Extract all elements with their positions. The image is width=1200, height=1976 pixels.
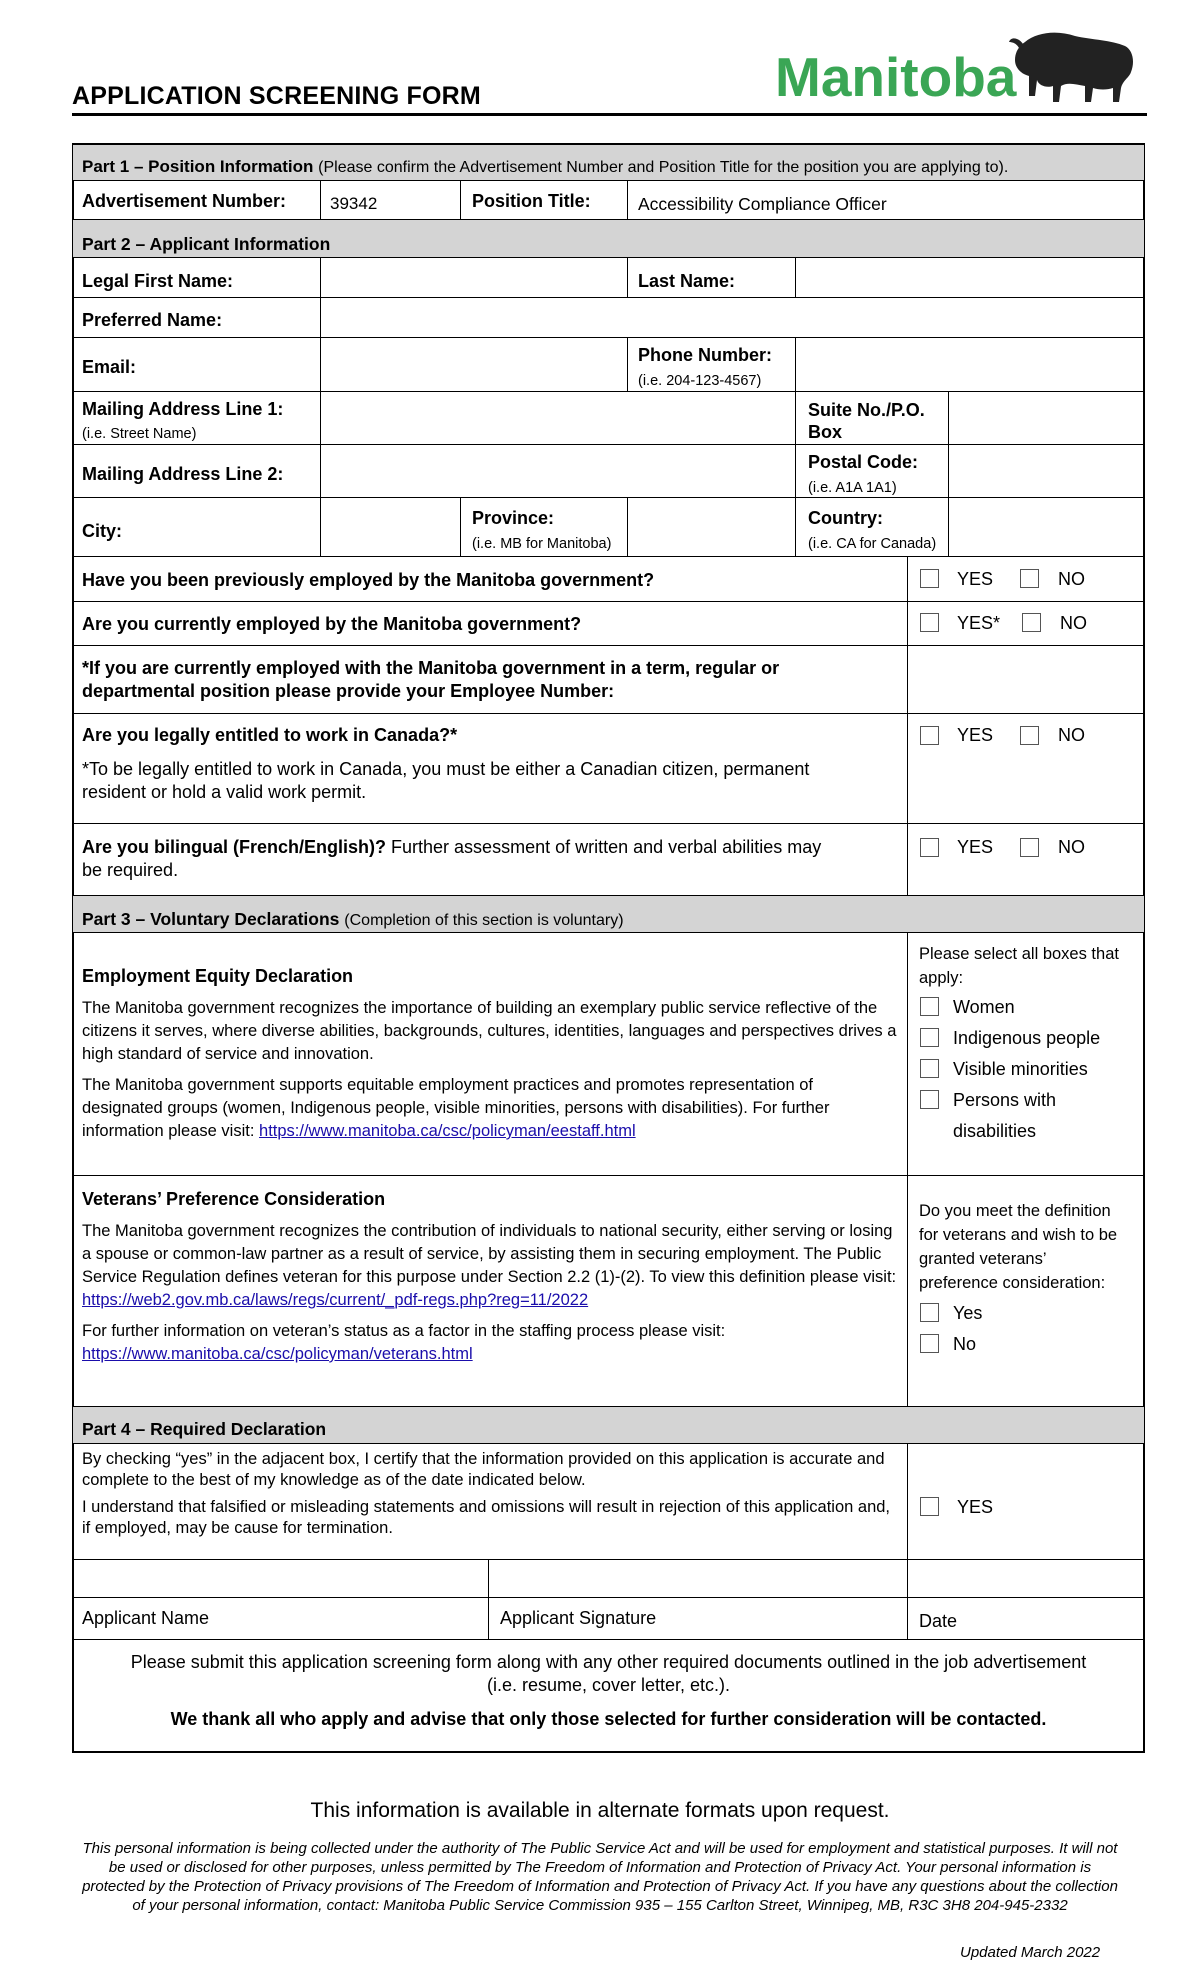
postal-field[interactable] [950, 446, 1143, 496]
vet-q-line3: granted veterans’ [919, 1250, 1047, 1268]
vet-para1 [82, 1220, 897, 1312]
vet-heading: Veterans’ Preference Consideration [82, 1189, 386, 1209]
prev-employed-yes-checkbox[interactable] [920, 569, 939, 588]
address1-label: Mailing Address Line 1: [82, 399, 284, 419]
vet-q-line1: Do you meet the definition [919, 1202, 1111, 1220]
address1-hint: (i.e. Street Name) [82, 426, 197, 442]
city-field[interactable] [322, 499, 459, 555]
q-prev-employed: Have you been previously employed by the Manitoba government? [82, 570, 655, 590]
current-employed-yes-label: YES* [957, 613, 1001, 633]
applicant-signature-label: Applicant Signature [500, 1608, 657, 1628]
postal-hint: (i.e. A1A 1A1) [808, 480, 897, 496]
address1-field[interactable] [322, 393, 794, 443]
vet-q-line4: preference consideration: [919, 1274, 1106, 1292]
vet-para2 [82, 1320, 897, 1366]
entitled-yes-checkbox[interactable] [920, 726, 939, 745]
bison-icon [1009, 33, 1133, 102]
date-label: Date [919, 1611, 958, 1631]
ee-visible-minorities-checkbox[interactable] [920, 1059, 939, 1078]
declaration-yes-checkbox[interactable] [920, 1497, 939, 1516]
suite-label-line1: Suite No./P.O. [808, 400, 925, 420]
last-name-label: Last Name: [638, 271, 736, 291]
vet-no-label: No [953, 1334, 977, 1354]
email-field[interactable] [322, 339, 626, 390]
q-bilingual: Are you bilingual (French/English)? [82, 837, 387, 857]
bilingual-yes-label: YES [957, 837, 994, 857]
entitled-yes-label: YES [957, 725, 994, 745]
legal-first-name-field[interactable] [322, 259, 626, 296]
applicant-signature-field[interactable] [490, 1561, 906, 1596]
q-current-employed: Are you currently employed by the Manitoba government? [82, 614, 582, 634]
applicant-name-label: Applicant Name [82, 1608, 210, 1628]
preferred-name-field[interactable] [322, 299, 1143, 336]
province-label: Province: [472, 508, 555, 528]
ee-select-line2: apply: [919, 969, 964, 987]
part4-para1: By checking “yes” in the adjacent box, I certify that the information provided on this application is accurate and complete to the best of my knowledge as of the date indicated below. [82, 1450, 885, 1489]
email-label: Email: [82, 357, 137, 377]
ee-para1: The Manitoba government recognizes the importance of building an exemplary public service reflective of the citizens it serves, where diverse abilities, backgrounds, cultures, identities, languages and perspectives drives a high standard of service and innovation. [82, 999, 897, 1063]
address2-label: Mailing Address Line 2: [82, 464, 284, 484]
ad-number-label: Advertisement Number: [82, 191, 287, 211]
city-label: City: [82, 521, 122, 541]
phone-label: Phone Number: [638, 345, 773, 365]
ee-para2-text: The Manitoba government supports equitable employment practices and promotes representation of designated groups (women, Indigenous people, visible minorities, persons with disabilities). For further information please visit: [82, 1076, 830, 1140]
last-name-field[interactable] [797, 259, 1143, 296]
ee-option-persons-with: Persons with [953, 1090, 1057, 1110]
part4-para2: I understand that falsified or misleading statements and omissions will result in rejection of this application and, if employed, may be cause for termination. [82, 1498, 891, 1537]
prev-employed-yes-label: YES [957, 569, 994, 589]
title-rule [72, 113, 1147, 116]
address2-field[interactable] [322, 446, 794, 496]
ee-women-checkbox[interactable] [920, 997, 939, 1016]
part3-heading-line [82, 908, 624, 932]
vet-para2-text: For further information on veteran’s status as a factor in the staffing process please visit: [82, 1322, 726, 1340]
ee-option-indigenous: Indigenous people [953, 1028, 1101, 1048]
suite-label-line2: Box [808, 422, 843, 442]
submit-thanks: We thank all who apply and advise that only those selected for further consideration will be contacted. [170, 1709, 1047, 1729]
ee-option-women: Women [953, 997, 1015, 1017]
vet-para1-text: The Manitoba government recognizes the contribution of individuals to national security, either serving or losing a spouse or common-law partner as a result of service, by assisting them in securing employment. The Public Service Regulation defines veteran for this purpose under Section 2.2 (1)-(2). To view this definition please visit: [82, 1222, 897, 1286]
q-bilingual-line1 [82, 836, 821, 858]
province-field[interactable] [629, 499, 794, 555]
current-employed-no-checkbox[interactable] [1022, 613, 1041, 632]
entitled-note-line1: *To be legally entitled to work in Canada, you must be either a Canadian citizen, permanent [82, 759, 810, 779]
vet-no-checkbox[interactable] [920, 1334, 939, 1353]
prev-employed-no-checkbox[interactable] [1020, 569, 1039, 588]
employee-number-line1: *If you are currently employed with the Manitoba government in a term, regular or [82, 658, 780, 678]
logo-text: Manitoba [775, 46, 1017, 108]
suite-field[interactable] [950, 393, 1143, 443]
part2-heading: Part 2 – Applicant Information [82, 234, 331, 254]
bilingual-no-checkbox[interactable] [1020, 838, 1039, 857]
ad-number-field[interactable]: 39342 [330, 194, 378, 213]
privacy-notice: This personal information is being collected under the authority of The Public Service Act and will be used for employment and statistical purposes. It will not be used or disclosed for other purposes, unless permitted by The Freedom of Information and Protection of Privacy Act. Your personal information is protected by the Protection of Privacy provisions of The Freedom of Information and Protection of Privacy Act. If you have any questions about the collection of your personal information, contact: Manitoba Public Service Commission 935 – 155 Carlton Street, Winnipeg, MB, R3C 3H8 204-945-2332 [82, 1840, 1118, 1914]
part3-heading: Part 3 – Voluntary Declarations [82, 909, 340, 929]
legal-first-name-label: Legal First Name: [82, 271, 234, 291]
employee-number-line2: departmental position please provide your Employee Number: [82, 681, 615, 701]
entitled-no-checkbox[interactable] [1020, 726, 1039, 745]
country-label: Country: [808, 508, 883, 528]
submit-line1: Please submit this application screening form along with any other required documents outlined in the job advertisement [130, 1652, 1087, 1672]
phone-hint: (i.e. 204-123-4567) [638, 373, 762, 389]
current-employed-yes-checkbox[interactable] [920, 613, 939, 632]
part1-note: (Please confirm the Advertisement Number and Position Title for the position you are applying to). [318, 159, 1009, 176]
preferred-name-label: Preferred Name: [82, 310, 223, 330]
entitled-no-label: NO [1058, 725, 1085, 745]
submit-line2: (i.e. resume, cover letter, etc.). [486, 1675, 731, 1695]
declaration-yes-label: YES [957, 1497, 994, 1517]
current-employed-no-label: NO [1060, 613, 1087, 633]
vet-q-line2: for veterans and wish to be [919, 1226, 1118, 1244]
position-title-label: Position Title: [472, 191, 591, 211]
prev-employed-no-label: NO [1058, 569, 1085, 589]
vet-link1[interactable]: https://web2.gov.mb.ca/laws/regs/current/_pdf-regs.php?reg=11/2022 [82, 1291, 589, 1309]
entitled-note-line2: resident or hold a valid work permit. [82, 782, 367, 802]
part3-note: (Completion of this section is voluntary) [344, 912, 624, 929]
country-hint: (i.e. CA for Canada) [808, 536, 937, 552]
ee-indigenous-checkbox[interactable] [920, 1028, 939, 1047]
updated-date: Updated March 2022 [960, 1944, 1101, 1961]
ee-option-visible-minorities: Visible minorities [953, 1059, 1088, 1079]
ee-option-disabilities: disabilities [953, 1121, 1037, 1141]
phone-field[interactable] [797, 339, 1143, 390]
ee-select-line1: Please select all boxes that [919, 945, 1119, 963]
vet-yes-checkbox[interactable] [920, 1303, 939, 1322]
country-field[interactable] [950, 499, 1143, 555]
position-title-field[interactable]: Accessibility Compliance Officer [638, 194, 887, 214]
part1-heading-line [82, 156, 1008, 179]
bilingual-rest: Further assessment of written and verbal abilities may [391, 837, 822, 857]
province-hint: (i.e. MB for Manitoba) [472, 536, 612, 552]
ee-heading: Employment Equity Declaration [82, 966, 354, 986]
ee-para2 [82, 1074, 897, 1143]
vet-link2[interactable]: https://www.manitoba.ca/csc/policyman/veterans.html [82, 1345, 473, 1363]
postal-label: Postal Code: [808, 452, 919, 472]
bilingual-yes-checkbox[interactable] [920, 838, 939, 857]
vet-yes-label: Yes [953, 1303, 983, 1323]
date-field[interactable] [909, 1561, 1143, 1596]
applicant-name-field[interactable] [74, 1561, 487, 1596]
bilingual-rest-line2: be required. [82, 860, 179, 880]
employee-number-field[interactable] [909, 647, 1143, 712]
ee-disabilities-checkbox[interactable] [920, 1090, 939, 1109]
q-entitled: Are you legally entitled to work in Canada?* [82, 725, 458, 745]
manitoba-logo [775, 28, 1135, 108]
bilingual-no-label: NO [1058, 837, 1085, 857]
part4-heading: Part 4 – Required Declaration [82, 1419, 327, 1439]
alt-formats-note: This information is available in alternate formats upon request. [310, 1799, 890, 1822]
page-title: APPLICATION SCREENING FORM [72, 82, 481, 110]
ee-link[interactable]: https://www.manitoba.ca/csc/policyman/eestaff.html [259, 1122, 636, 1140]
part1-heading: Part 1 – Position Information [82, 157, 314, 176]
